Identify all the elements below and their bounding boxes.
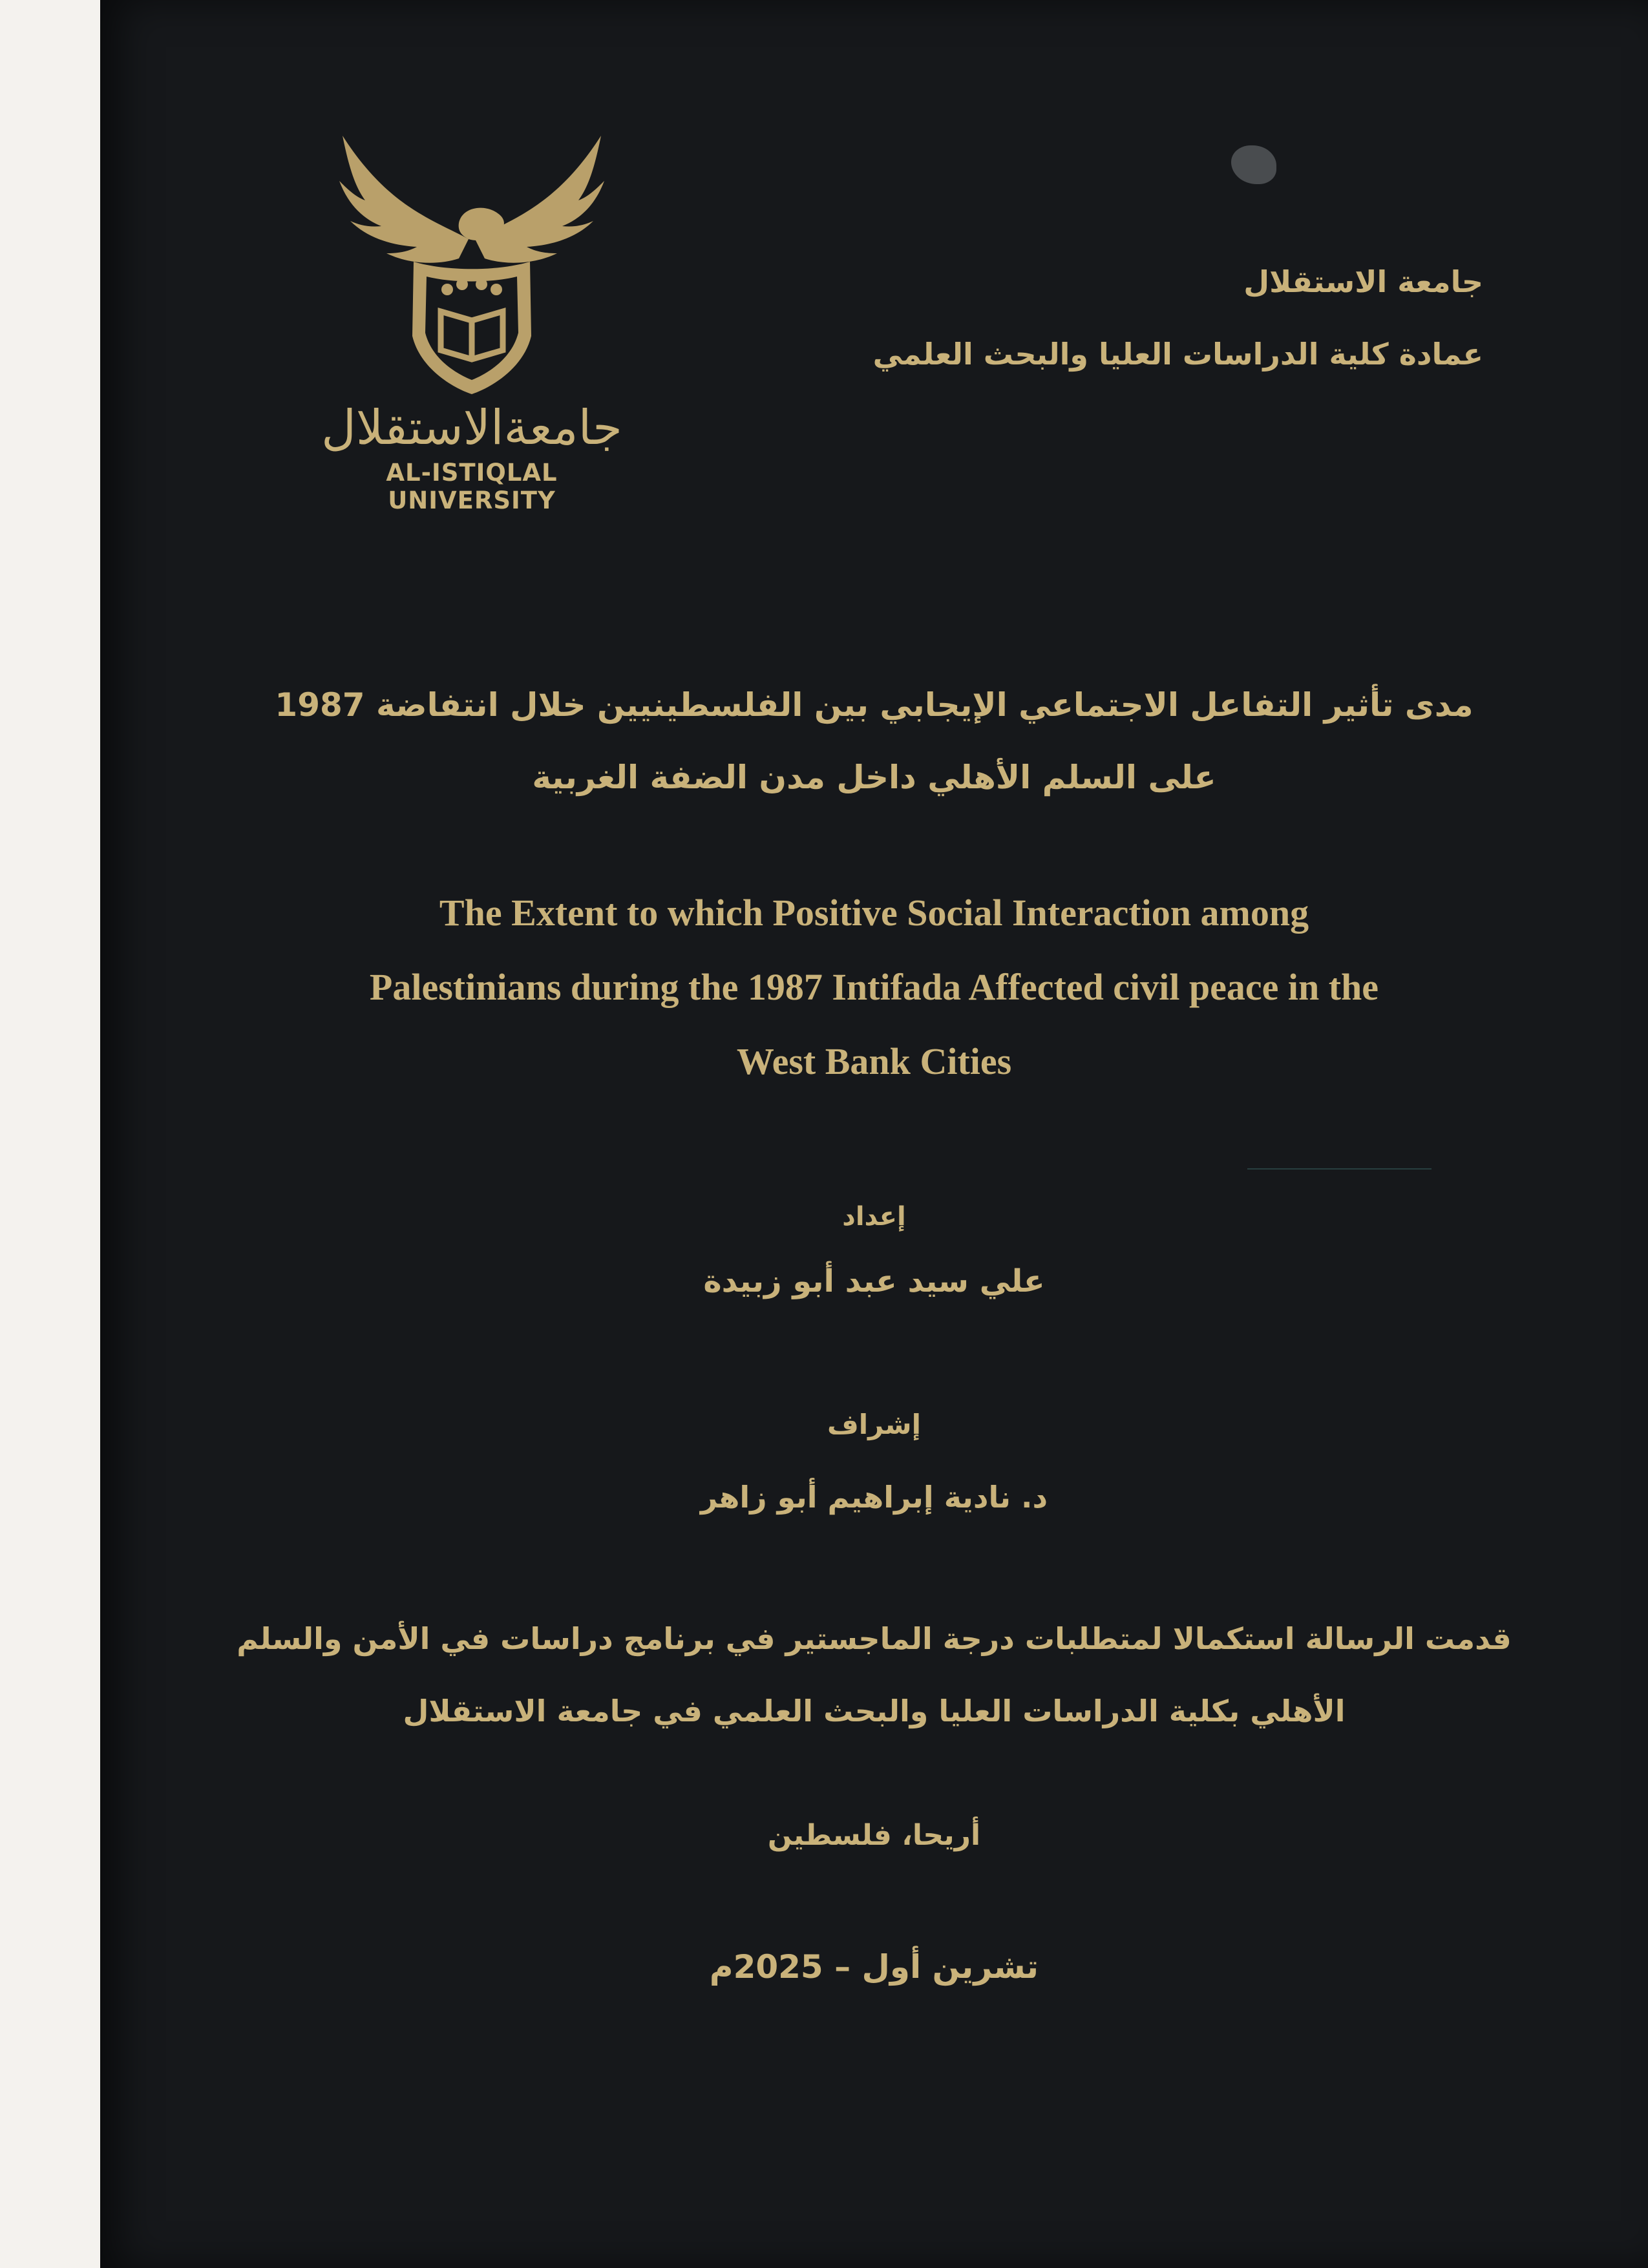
date: تشرين أول – 2025م [709, 1948, 1039, 1986]
divider-line [1247, 1168, 1431, 1170]
submission-line2: الأهلي بكلية الدراسات العليا والبحث العلمي في جامعة الاستقلال [403, 1694, 1346, 1728]
supervisor-name: د. نادية إبراهيم أبو زاهر [700, 1480, 1048, 1515]
eagle-shield-book-icon [304, 110, 640, 401]
deanship-name: عمادة كلية الدراسات العليا والبحث العلمي [872, 337, 1483, 372]
submission-statement [100, 1602, 1648, 1747]
supervision-label: إشراف [827, 1409, 921, 1440]
university-logo [304, 110, 640, 514]
logo-arabic-wordmark: جامعةالاستقلال [321, 400, 622, 456]
author-name: علي سيد عبد أبو زبيدة [703, 1263, 1045, 1299]
english-title-line1: The Extent to which Positive Social Interaction among [439, 892, 1309, 934]
english-title-line3: West Bank Cities [736, 1040, 1012, 1082]
arabic-title [100, 669, 1648, 814]
english-title-line2: Palestinians during the 1987 Intifada Affected civil peace in the [369, 966, 1379, 1008]
arabic-title-line2: على السلم الأهلي داخل مدن الضفة الغربية [532, 759, 1216, 796]
logo-english-wordmark: AL-ISTIQLAL UNIVERSITY [386, 459, 558, 514]
location: أريحا، فلسطين [767, 1819, 981, 1852]
english-title [100, 876, 1648, 1098]
prepared-by-label: إعداد [842, 1202, 906, 1232]
institution-header [873, 246, 1483, 390]
university-name: جامعة الاستقلال [1243, 264, 1483, 299]
submission-line1: قدمت الرسالة استكمالا لمتطلبات درجة الماجستير في برنامج دراسات في الأمن والسلم [237, 1621, 1512, 1656]
arabic-title-line1: مدى تأثير التفاعل الاجتماعي الإيجابي بين الفلسطينيين خلال انتفاضة 1987 [275, 686, 1474, 724]
